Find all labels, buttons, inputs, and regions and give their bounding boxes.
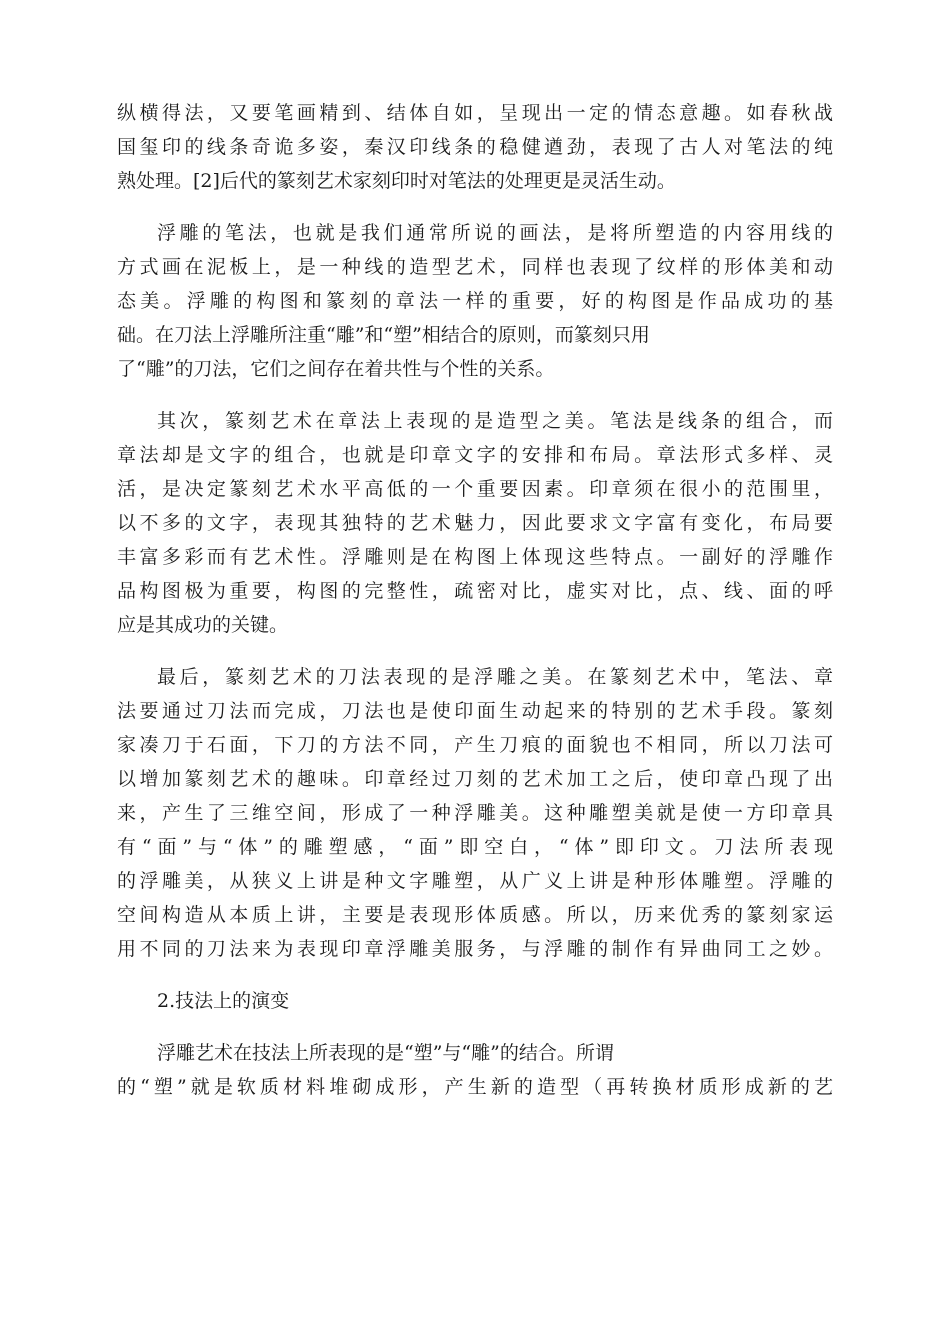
text-line: 国玺印的线条奇诡多姿，秦汉印线条的稳健遒劲，表现了古人对笔法的纯 [117,136,833,158]
paragraph-1 [117,96,833,198]
text-line: 法要通过刀法而完成，刀法也是使印面生动起来的特别的艺术手段。篆刻 [117,700,833,722]
text-line: 纵横得法，又要笔画精到、结体自如，呈现出一定的情态意趣。如春秋战 [117,102,833,124]
text-line: 方式画在泥板上，是一种线的造型艺术，同样也表现了纹样的形体美和动 [117,256,833,278]
text-line: 有“面”与“体”的雕塑感，“面”即空白，“体”即印文。刀法所表现 [117,836,833,858]
text-line: 空间构造从本质上讲，主要是表现形体质感。所以，历来优秀的篆刻家运 [117,904,833,926]
text-line: 活，是决定篆刻艺术水平高低的一个重要因素。印章须在很小的范围里， [117,478,833,500]
text-line: 以增加篆刻艺术的趣味。印章经过刀刻的艺术加工之后，使印章凸现了出 [117,768,833,790]
text-line: 品构图极为重要，构图的完整性，疏密对比，虚实对比，点、线、面的呼 [117,580,833,602]
text-line: 熟处理。[2]后代的篆刻艺术家刻印时对笔法的处理更是灵活生动。 [117,170,676,192]
text-line: 章法却是文字的组合，也就是印章文字的安排和布局。章法形式多样、灵 [117,444,833,466]
text-line: 了“雕”的刀法，它们之间存在着共性与个性的关系。 [117,358,555,380]
paragraph-4 [117,660,833,966]
heading-text: 2.技法上的演变 [157,990,290,1012]
text-line: 的“塑”就是软质材料堆砌成形，产生新的造型（再转换材质形成新的艺 [117,1076,833,1098]
text-line: 家凑刀于石面，下刀的方法不同，产生刀痕的面貌也不相同，所以刀法可 [117,734,833,756]
text-line: 最后，篆刻艺术的刀法表现的是浮雕之美。在篆刻艺术中，笔法、章 [157,666,833,688]
text-line: 来，产生了三维空间，形成了一种浮雕美。这种雕塑美就是使一方印章具 [117,802,833,824]
text-line: 础。在刀法上浮雕所注重“雕”和“塑”相结合的原则，而篆刻只用 [117,324,650,346]
text-line: 浮雕艺术在技法上所表现的是“塑”与“雕”的结合。所谓 [157,1042,614,1064]
text-line: 用不同的刀法来为表现印章浮雕美服务，与浮雕的制作有异曲同工之妙。 [117,938,833,960]
text-line: 其次，篆刻艺术在章法上表现的是造型之美。笔法是线条的组合，而 [157,410,833,432]
paragraph-2 [117,216,833,386]
text-line: 态美。浮雕的构图和篆刻的章法一样的重要，好的构图是作品成功的基 [117,290,833,312]
document-page [117,96,833,1122]
paragraph-5 [117,1036,833,1104]
text-line: 的浮雕美，从狭义上讲是种文字雕塑，从广义上讲是种形体雕塑。浮雕的 [117,870,833,892]
text-line: 以不多的文字，表现其独特的艺术魅力，因此要求文字富有变化，布局要 [117,512,833,534]
text-line: 应是其成功的关键。 [117,614,289,636]
section-heading [117,984,833,1018]
text-line: 丰富多彩而有艺术性。浮雕则是在构图上体现这些特点。一副好的浮雕作 [117,546,833,568]
text-line: 浮雕的笔法，也就是我们通常所说的画法，是将所塑造的内容用线的 [157,222,833,244]
paragraph-3 [117,404,833,642]
